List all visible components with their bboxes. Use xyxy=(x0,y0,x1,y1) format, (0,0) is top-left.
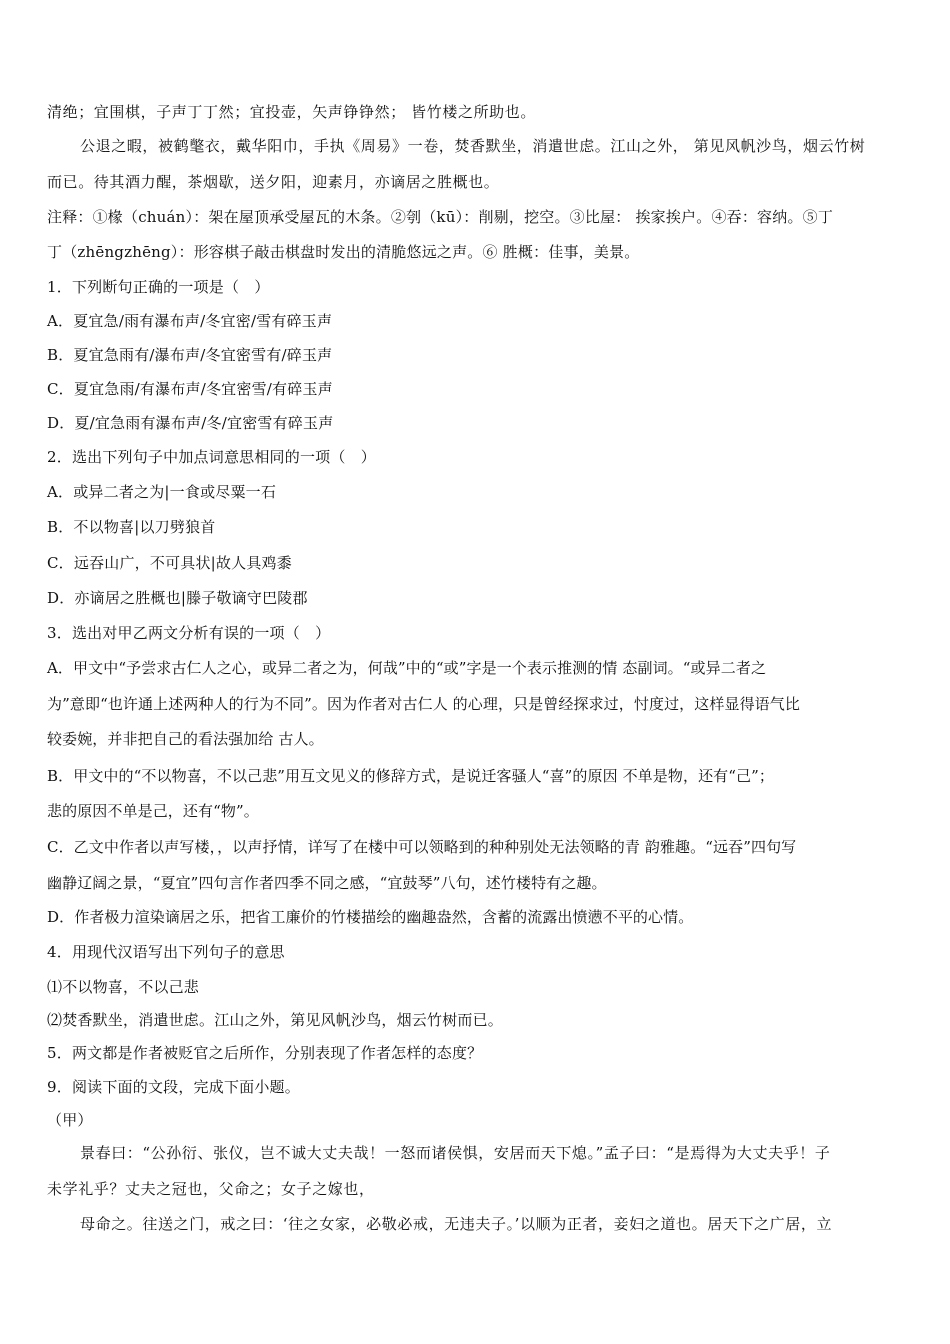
question-4-item-1: ⑴不以物喜，不以己悲 xyxy=(47,978,200,996)
annotation-line: 丁（zhēngzhēng）：形容棋子敲击棋盘时发出的清脆悠远之声。⑥ 胜概：佳事，美景。 xyxy=(47,243,640,261)
question-3-stem: 3．选出对甲乙两文分析有误的一项（ ） xyxy=(47,624,331,642)
question-1-option-a: A．夏宜急/雨有瀑布声/冬宜密/雪有碎玉声 xyxy=(47,312,333,330)
question-5-stem: 5．两文都是作者被贬官之后所作，分别表现了作者怎样的态度？ xyxy=(47,1044,483,1062)
question-2-option-c: C．远吞山广，不可具状|故人具鸡黍 xyxy=(47,554,292,572)
question-1-option-b: B．夏宜急雨有/瀑布声/冬宜密雪有/碎玉声 xyxy=(47,346,333,364)
question-4-stem: 4．用现代汉语写出下列句子的意思 xyxy=(47,943,285,961)
question-9-stem: 9．阅读下面的文段，完成下面小题。 xyxy=(47,1078,300,1096)
question-3-option-b: B．甲文中的“不以物喜，不以己悲”用互文见义的修辞方式，是说迁客骚人“喜”的原因 不单是物，还有“己”； xyxy=(47,767,775,785)
question-2-stem: 2．选出下列句子中加点词意思相同的一项（ ） xyxy=(47,448,376,466)
passage-line: 未学礼乎？丈夫之冠也，父命之；女子之嫁也， xyxy=(47,1180,375,1198)
passage-line: 母命之。往送之门，戒之曰：‘往之女家，必敬必戒，无违夫子。’以顺为正者，妾妇之道也。居天下之广居，立 xyxy=(80,1215,833,1233)
question-2-option-a: A．或异二者之为|一食或尽粟一石 xyxy=(47,483,277,501)
passage-line: 景春曰：“公孙衍、张仪，岂不诚大丈夫哉！一怒而诸侯惧，安居而天下熄。”孟子曰：“是焉得为大丈夫乎！子 xyxy=(80,1144,831,1162)
passage-line: 清绝；宜围棋，子声丁丁然；宜投壶，矢声铮铮然； 皆竹楼之所助也。 xyxy=(47,103,536,121)
question-1-option-d: D．夏/宜急雨有瀑布声/冬/宜密雪有碎玉声 xyxy=(47,414,334,432)
question-2-option-d: D．亦谪居之胜概也|滕子敬谪守巴陵郡 xyxy=(47,589,308,607)
question-2-option-b: B．不以物喜|以刀劈狼首 xyxy=(47,518,216,536)
question-3-option-c: C．乙文中作者以声写楼，，以声抒情，详写了在楼中可以领略到的种种别处无法领略的青 韵雅趣。“远吞”四句写 xyxy=(47,838,797,856)
question-1-stem: 1．下列断句正确的一项是（ ） xyxy=(47,278,270,296)
question-3-option-a-cont: 较委婉，并非把自己的看法强加给 古人。 xyxy=(47,730,324,748)
question-3-option-b-cont: 悲的原因不单是己，还有“物”。 xyxy=(47,802,259,820)
annotation-line: 注释：①椽（chuán）：架在屋顶承受屋瓦的木条。②刳（kū）：削剔，挖空。③比屋： 挨家挨户。④吞：容纳。⑤丁 xyxy=(47,208,834,226)
passage-line: 而已。待其酒力醒，茶烟歇，送夕阳，迎素月，亦谪居之胜概也。 xyxy=(47,173,500,191)
question-3-option-d: D．作者极力渲染谪居之乐，把省工廉价的竹楼描绘的幽趣盎然，含蓄的流露出愤懑不平的心情。 xyxy=(47,908,694,926)
question-3-option-a-cont: 为”意即“也许通上述两种人的行为不同”。因为作者对古仁人 的心理，只是曾经探求过，忖度过，这样显得语气比 xyxy=(47,695,800,713)
question-4-item-2: ⑵焚香默坐，消遣世虑。江山之外，第见风帆沙鸟，烟云竹树而已。 xyxy=(47,1011,504,1029)
passage-label: （甲） xyxy=(47,1111,93,1129)
question-1-option-c: C．夏宜急雨/有瀑布声/冬宜密雪/有碎玉声 xyxy=(47,380,333,398)
passage-line: 公退之暇，被鹤氅衣，戴华阳巾，手执《周易》一卷，焚香默坐，消遣世虑。江山之外， 第见风帆沙鸟，烟云竹树 xyxy=(80,137,866,155)
question-3-option-c-cont: 幽静辽阔之景，“夏宜”四句言作者四季不同之感，“宜鼓琴”八句，述竹楼特有之趣。 xyxy=(47,874,607,892)
question-3-option-a: A．甲文中“予尝求古仁人之心，或异二者之为，何哉”中的“或”字是一个表示推测的情 态副词。“或异二者之 xyxy=(47,659,767,677)
